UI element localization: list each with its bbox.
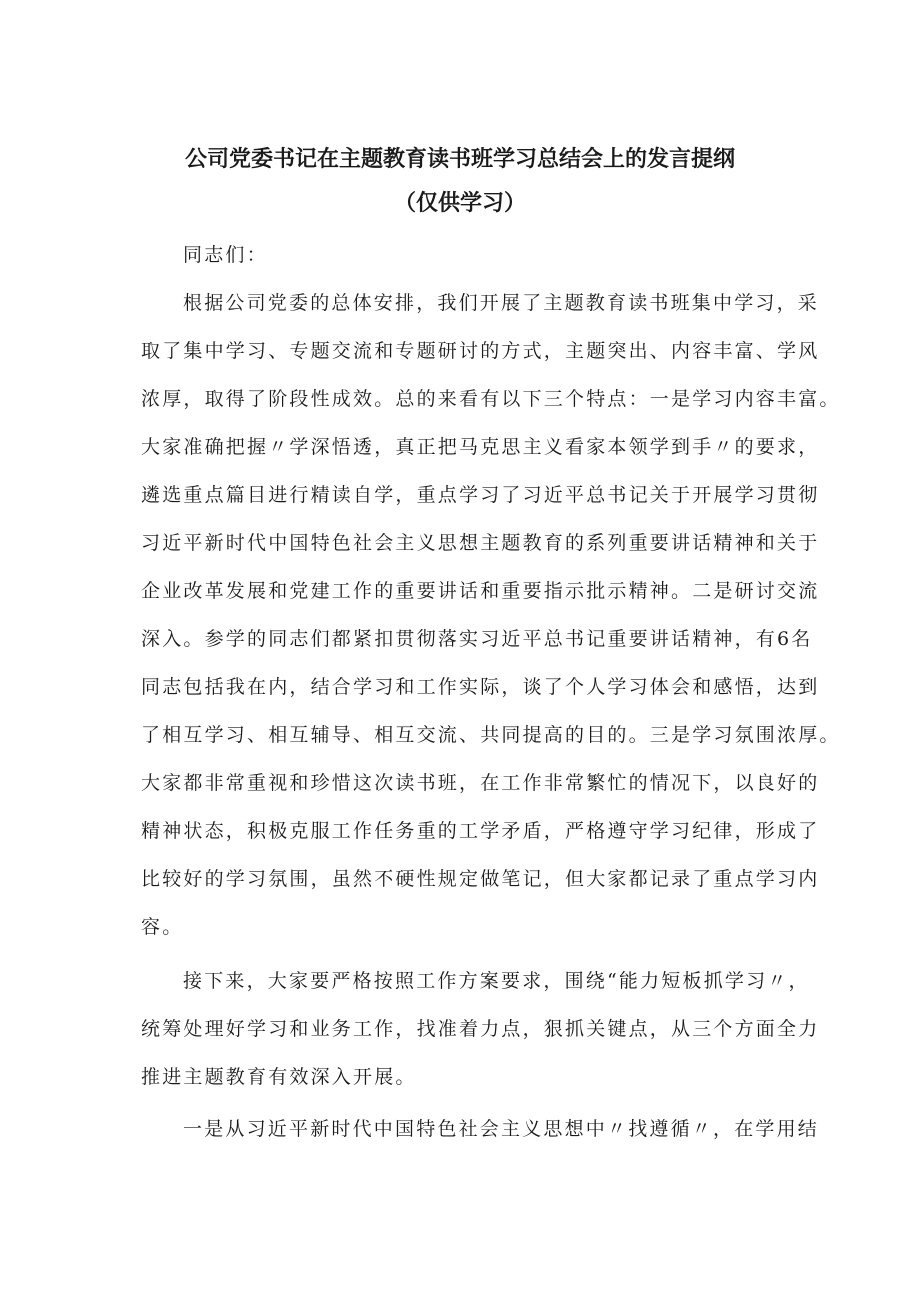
paragraph-line: 了相互学习、相互辅导、相互交流、共同提高的目的。三是学习氛围浓厚。 <box>141 724 841 746</box>
paragraph-line: 习近平新时代中国特色社会主义思想主题教育的系列重要讲话精神和关于 <box>141 532 820 554</box>
paragraph-line: 遴选重点篇目进行精读自学，重点学习了习近平总书记关于开展学习贯彻 <box>141 484 820 506</box>
paragraph-line: 统筹处理好学习和业务工作，找准着力点，狠抓关键点，从三个方面全力 <box>141 1018 820 1040</box>
paragraph-line: 比较好的学习氛围，虽然不硬性规定做笔记，但大家都记录了重点学习内 <box>141 868 820 890</box>
paragraph-line: 同志包括我在内，结合学习和工作实际，谈了个人学习体会和感悟，达到 <box>141 676 820 698</box>
paragraph-line: 浓厚，取得了阶段性成效。总的来看有以下三个特点：一是学习内容丰富。 <box>141 388 841 410</box>
paragraph-line: 一是从习近平新时代中国特色社会主义思想中〃找遵循〃，在学用结 <box>183 1118 820 1140</box>
paragraph-line: 大家都非常重视和珍惜这次读书班，在工作非常繁忙的情况下，以良好的 <box>141 772 820 794</box>
document-title: 公司党委书记在主题教育读书班学习总结会上的发言提纲 <box>184 147 735 172</box>
paragraph-line: 取了集中学习、专题交流和专题研讨的方式，主题突出、内容丰富、学风 <box>141 340 820 362</box>
paragraph-line: 推进主题教育有效深入开展。 <box>141 1066 417 1088</box>
paragraph-line: 根据公司党委的总体安排，我们开展了主题教育读书班集中学习，采 <box>183 292 820 314</box>
greeting: 同志们： <box>183 244 268 266</box>
paragraph-line: 大家准确把握〃学深悟透，真正把马克思主义看家本领学到手〃的要求， <box>141 436 820 458</box>
paragraph-line: 深入。参学的同志们都紧扣贯彻落实习近平总书记重要讲话精神，有6名 <box>141 628 813 650</box>
paragraph-line: 接下来，大家要严格按照工作方案要求，围绕“能力短板抓学习〃， <box>183 970 810 992</box>
document-subtitle: （仅供学习） <box>393 191 526 216</box>
paragraph-line: 企业改革发展和党建工作的重要讲话和重要指示批示精神。二是研讨交流 <box>141 580 820 602</box>
paragraph-line: 容。 <box>141 916 184 938</box>
paragraph-line: 精神状态，积极克服工作任务重的工学矛盾，严格遵守学习纪律，形成了 <box>141 820 820 842</box>
